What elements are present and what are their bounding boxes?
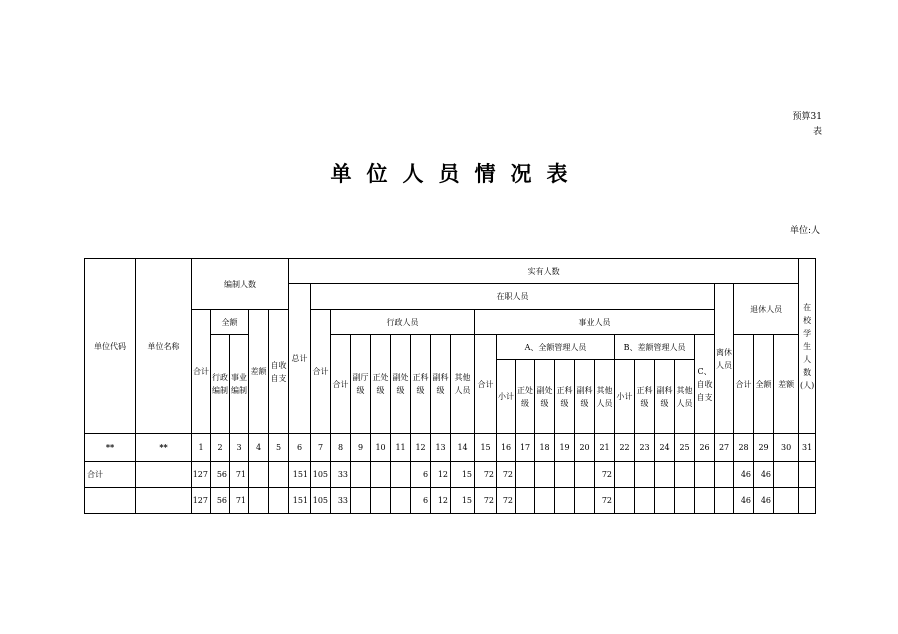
- column-number-cell: 9: [351, 434, 371, 462]
- value-cell: [695, 462, 715, 488]
- hdr-hj-tx: 合计: [734, 335, 754, 434]
- hdr-zhengke-b: 正科级: [635, 360, 655, 434]
- value-cell: 151: [289, 488, 311, 514]
- hdr-hj-sy: 合计: [475, 335, 497, 434]
- hdr-quane: 全额: [211, 310, 249, 335]
- column-number-cell: 13: [431, 434, 451, 462]
- value-cell: [535, 462, 555, 488]
- page-title: 单位人员情况表: [330, 161, 583, 186]
- column-number-cell: 19: [555, 434, 575, 462]
- value-cell: 6: [411, 488, 431, 514]
- column-number-cell: 20: [575, 434, 595, 462]
- hdr-qita-a: 其他人员: [595, 360, 615, 434]
- column-number-cell: 6: [289, 434, 311, 462]
- hdr-futing: 副厅级: [351, 335, 371, 434]
- value-cell: 46: [754, 488, 774, 514]
- hdr-zhengchu: 正处级: [371, 335, 391, 434]
- unit-name-cell: [136, 488, 192, 514]
- value-cell: [516, 462, 535, 488]
- column-number-cell: 22: [615, 434, 635, 462]
- hdr-xiaoji-a: 小计: [497, 360, 516, 434]
- value-cell: [715, 462, 734, 488]
- column-number-cell: 11: [391, 434, 411, 462]
- hdr-shiyou: 实有人数: [289, 259, 799, 284]
- column-number-cell: 16: [497, 434, 516, 462]
- column-number-cell: 27: [715, 434, 734, 462]
- hdr-fuke-a: 副科级: [575, 360, 595, 434]
- column-number-cell: 2: [211, 434, 230, 462]
- column-number-cell: 23: [635, 434, 655, 462]
- table-row: [85, 462, 816, 488]
- column-number-cell: 3: [230, 434, 249, 462]
- hdr-zaixiao: 在校学生人数(人): [799, 259, 816, 434]
- column-number-cell: 18: [535, 434, 555, 462]
- unit-code-cell: [85, 488, 136, 514]
- value-cell: 33: [331, 488, 351, 514]
- value-cell: 72: [595, 462, 615, 488]
- column-number-cell: 30: [774, 434, 799, 462]
- column-number-cell: 21: [595, 434, 615, 462]
- column-number-cell: 8: [331, 434, 351, 462]
- column-number-cell: 26: [695, 434, 715, 462]
- value-cell: 6: [411, 462, 431, 488]
- column-number-cell: 14: [451, 434, 475, 462]
- column-number-row: [85, 434, 816, 462]
- hdr-zhengke: 正科级: [411, 335, 431, 434]
- hdr-xingzheng-ry: 行政人员: [331, 310, 475, 335]
- form-code-line2: 表: [812, 127, 822, 137]
- value-cell: [269, 488, 289, 514]
- value-cell: 46: [734, 462, 754, 488]
- value-cell: [371, 488, 391, 514]
- hdr-tuixiu: 退休人员: [734, 284, 799, 335]
- hdr-a-quane: A、全额管理人员: [497, 335, 615, 360]
- value-cell: 12: [431, 462, 451, 488]
- value-cell: [799, 488, 816, 514]
- hdr-shiye-bz: 事业编制: [230, 335, 249, 434]
- value-cell: [675, 488, 695, 514]
- hdr-fuke-b: 副科级: [655, 360, 675, 434]
- hdr-zongji: 总计: [289, 284, 311, 434]
- column-number-cell: **: [85, 434, 136, 462]
- form-code-line1: 预算31: [792, 112, 822, 122]
- column-number-cell: 12: [411, 434, 431, 462]
- value-cell: [675, 462, 695, 488]
- hdr-c-zishou: C、自收自支: [695, 335, 715, 434]
- value-cell: [774, 462, 799, 488]
- column-number-cell: 10: [371, 434, 391, 462]
- column-number-cell: 29: [754, 434, 774, 462]
- form-code: [772, 110, 822, 140]
- column-number-cell: 7: [311, 434, 331, 462]
- value-cell: [635, 462, 655, 488]
- value-cell: [615, 462, 635, 488]
- hdr-fuke: 副科级: [431, 335, 451, 434]
- value-cell: 56: [211, 462, 230, 488]
- hdr-qita-b: 其他人员: [675, 360, 695, 434]
- hdr-hj-zz: 合计: [311, 310, 331, 434]
- value-cell: 71: [230, 462, 249, 488]
- value-cell: 15: [451, 462, 475, 488]
- value-cell: [615, 488, 635, 514]
- value-cell: [351, 462, 371, 488]
- column-number-cell: **: [136, 434, 192, 462]
- hdr-b-chae: B、差额管理人员: [615, 335, 695, 360]
- column-number-cell: 5: [269, 434, 289, 462]
- hdr-qita: 其他人员: [451, 335, 475, 434]
- value-cell: 46: [734, 488, 754, 514]
- value-cell: 151: [289, 462, 311, 488]
- column-number-cell: 28: [734, 434, 754, 462]
- value-cell: 72: [595, 488, 615, 514]
- value-cell: [535, 488, 555, 514]
- value-cell: [715, 488, 734, 514]
- hdr-xingzheng-bz: 行政编制: [211, 335, 230, 434]
- value-cell: [555, 488, 575, 514]
- value-cell: [269, 462, 289, 488]
- value-cell: 72: [475, 488, 497, 514]
- value-cell: [655, 462, 675, 488]
- unit-code-cell: 合计: [85, 462, 136, 488]
- value-cell: [249, 488, 269, 514]
- column-number-cell: 31: [799, 434, 816, 462]
- hdr-fuchu-a: 副处级: [535, 360, 555, 434]
- value-cell: [391, 462, 411, 488]
- column-number-cell: 15: [475, 434, 497, 462]
- value-cell: [635, 488, 655, 514]
- hdr-zhengchu-a: 正处级: [516, 360, 535, 434]
- table-row: [85, 488, 816, 514]
- value-cell: [655, 488, 675, 514]
- unit-label: 单位:人: [789, 226, 820, 236]
- header-row-1: [85, 259, 816, 284]
- value-cell: [249, 462, 269, 488]
- hdr-unit-code: 单位代码: [85, 259, 136, 434]
- value-cell: 72: [475, 462, 497, 488]
- hdr-shiye-ry: 事业人员: [475, 310, 715, 335]
- column-number-cell: 17: [516, 434, 535, 462]
- unit-name-cell: [136, 462, 192, 488]
- value-cell: 33: [331, 462, 351, 488]
- value-cell: [799, 462, 816, 488]
- value-cell: 105: [311, 488, 331, 514]
- hdr-lixiu: 离休人员: [715, 284, 734, 434]
- value-cell: 127: [192, 488, 211, 514]
- value-cell: 72: [497, 488, 516, 514]
- value-cell: 72: [497, 462, 516, 488]
- column-number-cell: 24: [655, 434, 675, 462]
- value-cell: [371, 462, 391, 488]
- hdr-zishou-bz: 自收自支: [269, 310, 289, 434]
- column-number-cell: 4: [249, 434, 269, 462]
- hdr-zaizhi: 在职人员: [311, 284, 715, 310]
- header-row-3: [85, 310, 816, 335]
- value-cell: 127: [192, 462, 211, 488]
- hdr-chae-tx: 差额: [774, 335, 799, 434]
- value-cell: [391, 488, 411, 514]
- value-cell: [351, 488, 371, 514]
- hdr-fuchu: 副处级: [391, 335, 411, 434]
- value-cell: 105: [311, 462, 331, 488]
- hdr-unit-name: 单位名称: [136, 259, 192, 434]
- value-cell: [774, 488, 799, 514]
- hdr-zhengke-a: 正科级: [555, 360, 575, 434]
- hdr-xiaoji-b: 小计: [615, 360, 635, 434]
- value-cell: [516, 488, 535, 514]
- personnel-table: [84, 258, 816, 514]
- value-cell: 56: [211, 488, 230, 514]
- column-number-cell: 25: [675, 434, 695, 462]
- hdr-hj-bz: 合计: [192, 310, 211, 434]
- value-cell: 15: [451, 488, 475, 514]
- hdr-chae-bz: 差额: [249, 310, 269, 434]
- hdr-hj-xz: 合计: [331, 335, 351, 434]
- value-cell: 46: [754, 462, 774, 488]
- hdr-quane-tx: 全额: [754, 335, 774, 434]
- hdr-bianzhi: 编制人数: [192, 259, 289, 310]
- value-cell: [555, 462, 575, 488]
- value-cell: [575, 488, 595, 514]
- value-cell: 71: [230, 488, 249, 514]
- value-cell: [575, 462, 595, 488]
- column-number-cell: 1: [192, 434, 211, 462]
- value-cell: 12: [431, 488, 451, 514]
- value-cell: [695, 488, 715, 514]
